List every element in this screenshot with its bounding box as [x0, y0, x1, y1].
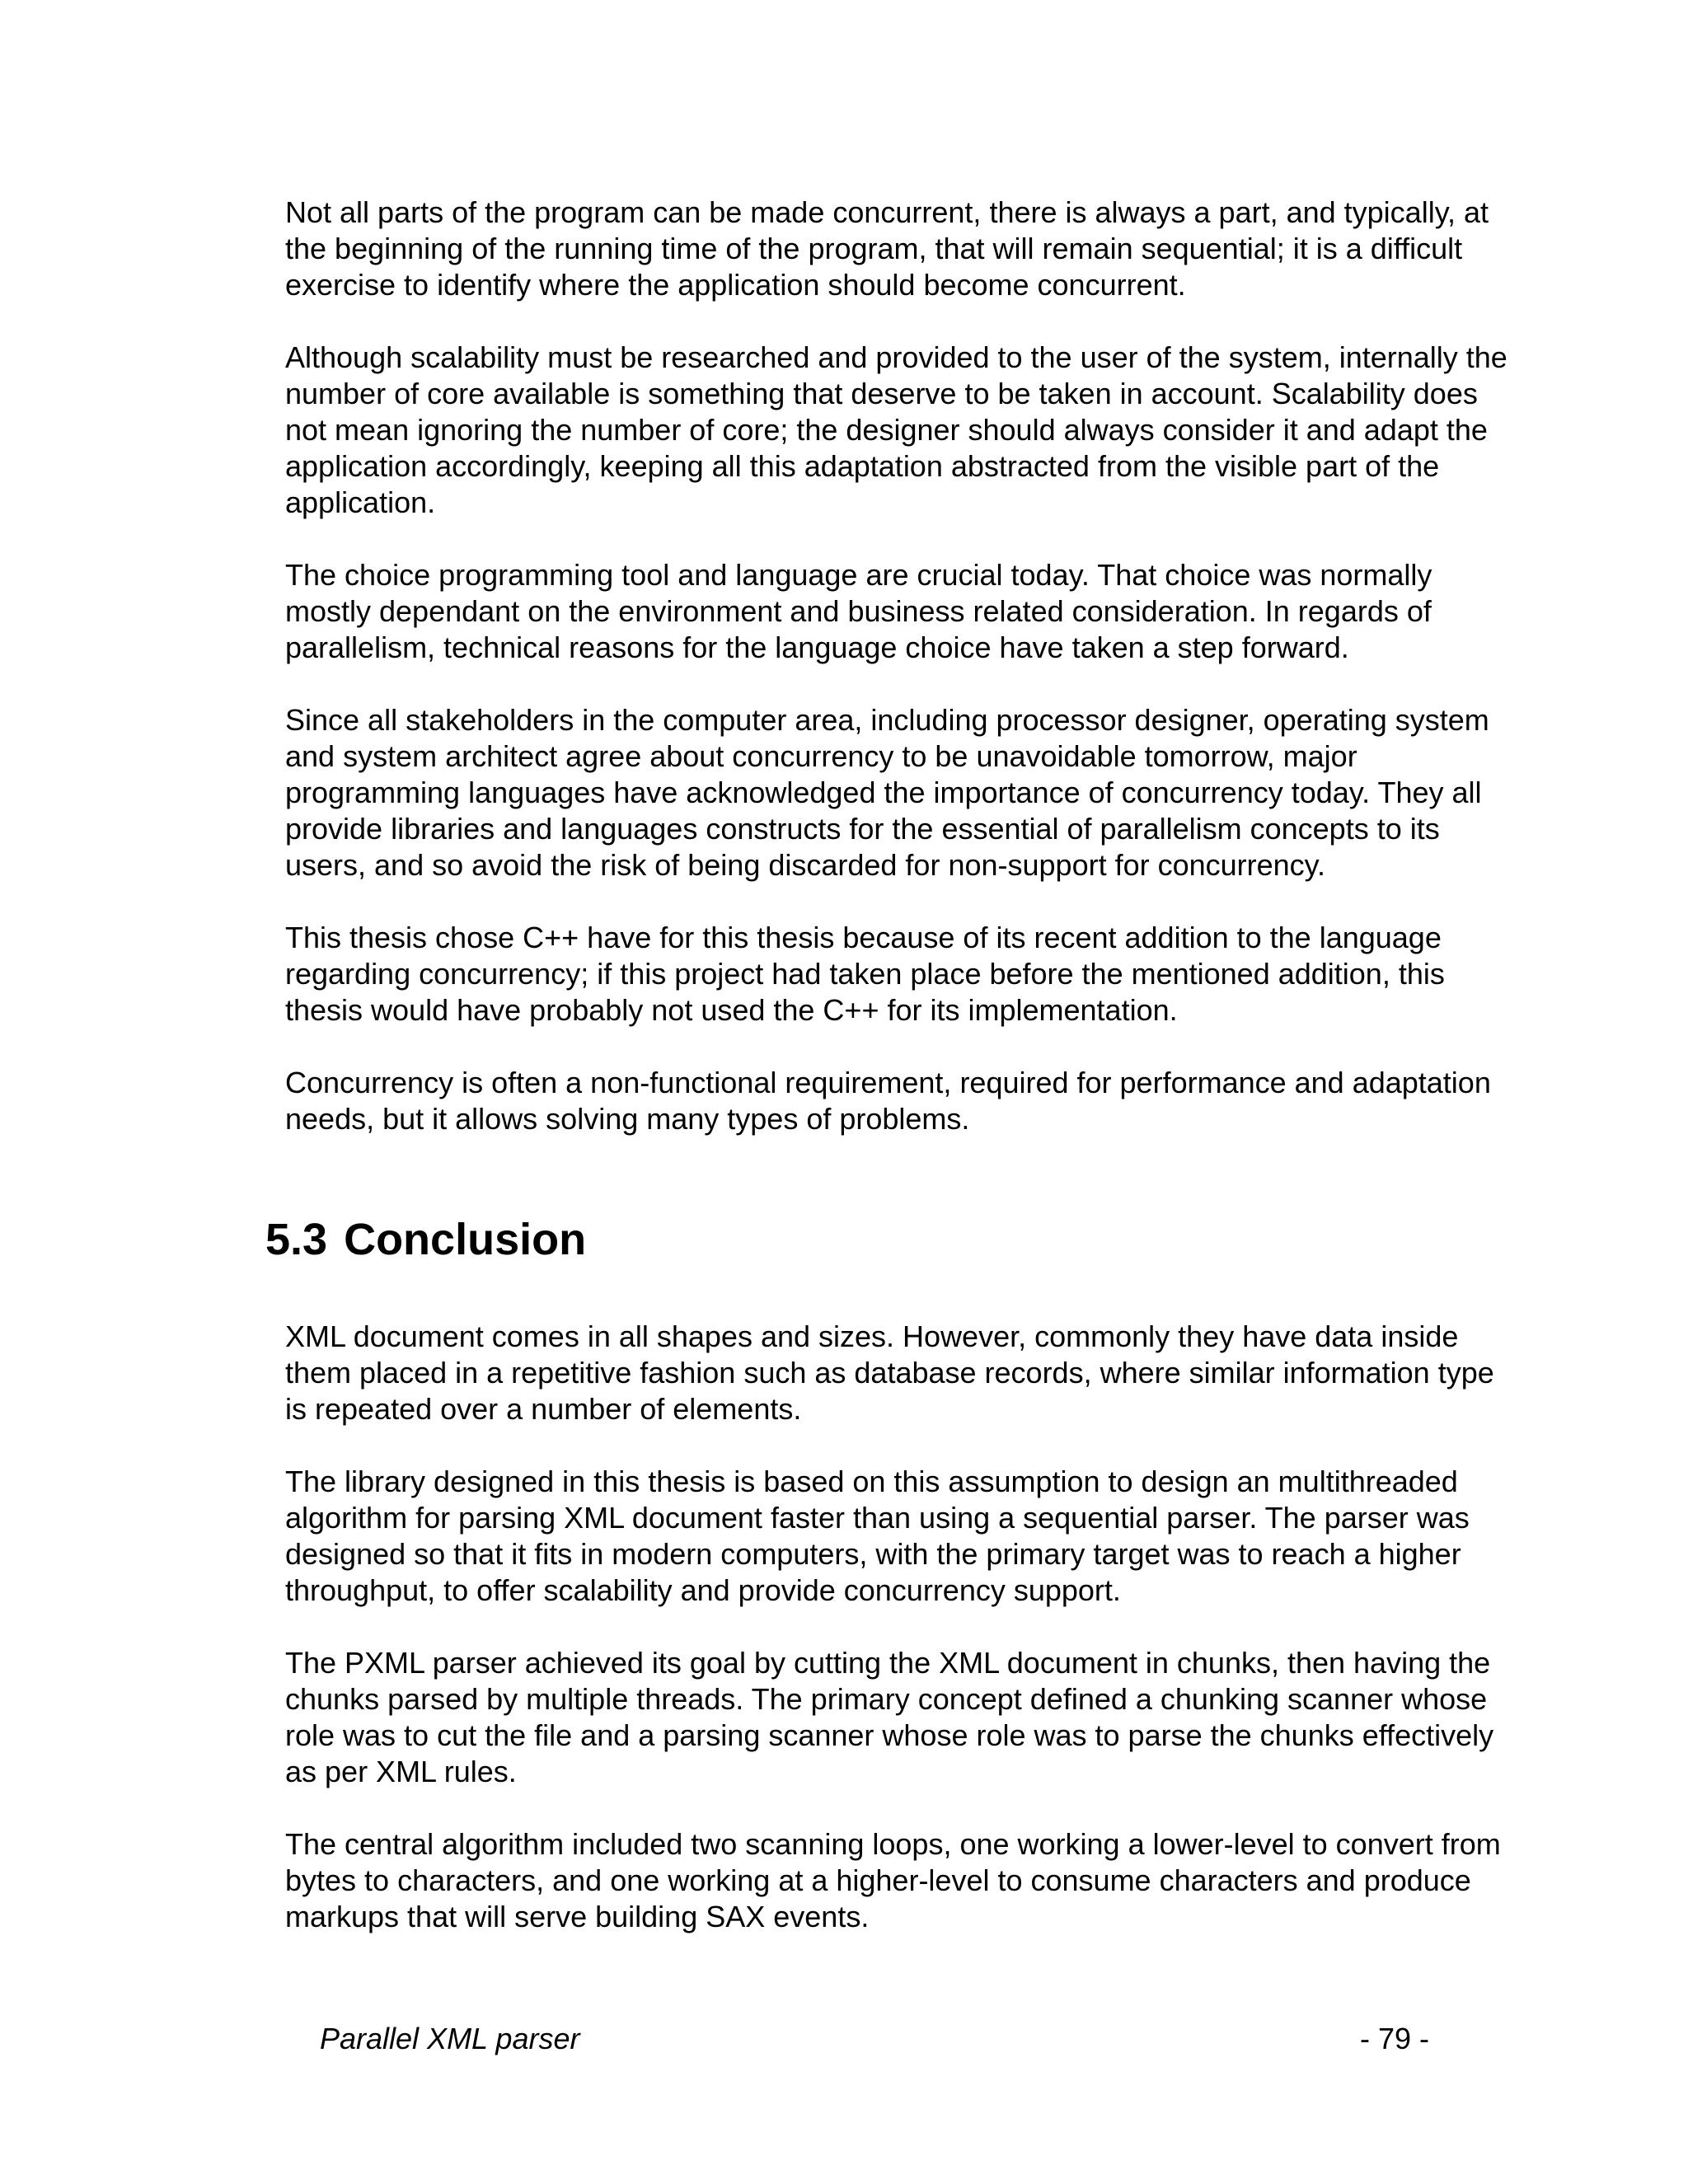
paragraph: Since all stakeholders in the computer area, including processor designer, operating system and system architect agree about concurrency to be unavoidable tomorrow, major programming languages have acknowledged the importance of concurrency today. They all provide libraries and languages constructs for the essential of parallelism concepts to its users, and so avoid the risk of being discarded for non-support for concurrency. — [285, 703, 1489, 882]
paragraph: The library designed in this thesis is based on this assumption to design an multithreaded algorithm for parsing XML document faster than using a sequential parser. The parser was designed so that it fits in modern computers, with the primary target was to reach a higher throughput, to offer scalability and provide concurrency support. — [285, 1465, 1470, 1607]
page-number: - 79 - — [1359, 2022, 1429, 2055]
section-title: Conclusion — [344, 1215, 587, 1264]
section-number: 5.3 — [265, 1215, 328, 1264]
paragraph: The PXML parser achieved its goal by cutting the XML document in chunks, then having the chunks parsed by multiple threads. The primary concept defined a chunking scanner whose role was to cut the file and a parsing scanner whose role was to parse the chunks effectively as per XML rules. — [285, 1646, 1494, 1788]
paragraph: Although scalability must be researched and provided to the user of the system, internally the number of core available is something that deserve to be taken in account. Scalability does not mean ignoring the number of core; the designer should always consider it and adapt the application accordingly, keeping all this adaptation abstracted from the visible part of the application. — [285, 340, 1507, 519]
footer-title: Parallel XML parser — [320, 2022, 580, 2055]
body-text-top — [285, 194, 1513, 1137]
paragraph: Concurrency is often a non-functional requirement, required for performance and adaptation needs, but it allows solving many types of problems. — [285, 1066, 1491, 1136]
paragraph: XML document comes in all shapes and sizes. However, commonly they have data inside them placed in a repetitive fashion such as database records, where similar information type is repeated over a number of elements. — [285, 1319, 1494, 1426]
body-text-conclusion — [285, 1319, 1513, 1935]
paragraph: Not all parts of the program can be made concurrent, there is always a part, and typically, at the beginning of the running time of the program, that will remain sequential; it is a difficult exercise to identify where the application should become concurrent. — [285, 195, 1489, 302]
paragraph: The central algorithm included two scanning loops, one working a lower-level to convert from bytes to characters, and one working at a higher-level to consume characters and produce markups that will serve building SAX events. — [285, 1827, 1501, 1933]
paragraph: This thesis chose C++ have for this thesis because of its recent addition to the language regarding concurrency; if this project had taken place before the mentioned addition, this thesis would have probably not used the C++ for its implementation. — [285, 921, 1445, 1027]
section-heading — [265, 1213, 586, 1266]
paragraph: The choice programming tool and language are crucial today. That choice was normally mostly dependant on the environment and business related consideration. In regards of parallelism, technical reasons for the language choice have taken a step forward. — [285, 558, 1432, 664]
